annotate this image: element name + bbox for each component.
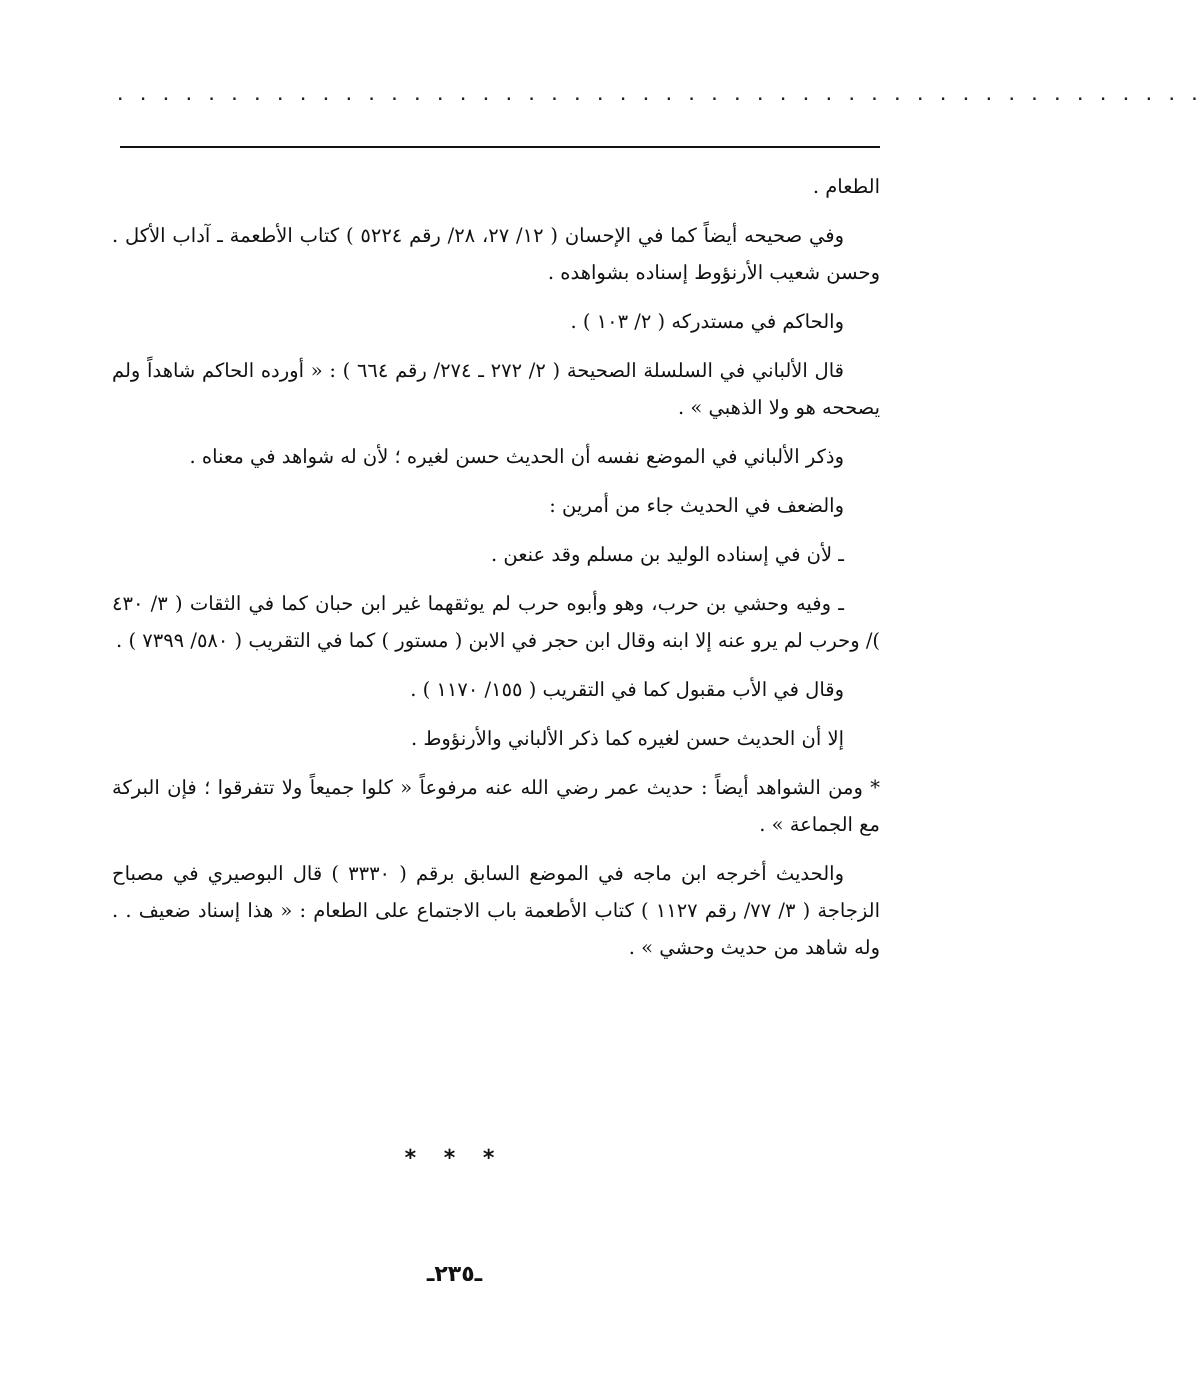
header-rule (120, 146, 880, 148)
paragraph-6: ـ لأن في إسناده الوليد بن مسلم وقد عنعن . (491, 543, 844, 566)
paragraph-5: والضعف في الحديث جاء من أمرين : (549, 494, 844, 517)
paragraph-8: وقال في الأب مقبول كما في التقريب ( ١٥٥/ ١١٧٠ ) . (410, 678, 844, 701)
paragraph-10: * ومن الشواهد أيضاً : حديث عمر رضي الله عنه مرفوعاً « كلوا جميعاً ولا تتفرقوا ؛ فإن البركة مع الجماعة » . (112, 776, 880, 836)
header-dotted-line: . . . . . . . . . . . . . . . . . . . . . . . . . . . . . . . . . . . . . . . . . . . . . . . . (116, 88, 1202, 104)
paragraph-0: الطعام . (812, 175, 880, 198)
paragraph-11: والحديث أخرجه ابن ماجه في الموضع السابق برقم ( ٣٣٣٠ ) قال البوصيري في مصباح الزجاجة ( ٣/ ٧٧/ رقم ١١٢٧ ) كتاب الأطعمة باب الاجتماع على الطعام : « هذا إسناد ضعيف . . وله شاهد من حديث وحشي » . (112, 862, 880, 959)
section-divider: * * * (404, 1146, 505, 1171)
paragraph-4: وذكر الألباني في الموضع نفسه أن الحديث حسن لغيره ؛ لأن له شواهد في معناه . (189, 445, 844, 468)
paragraph-1: وفي صحيحه أيضاً كما في الإحسان ( ١٢/ ٢٧، ٢٨/ رقم ٥٢٢٤ ) كتاب الأطعمة ـ آداب الأكل . وحسن شعيب الأرنؤوط إسناده بشواهده . (112, 224, 880, 284)
paragraph-2: والحاكم في مستدركه ( ٢/ ١٠٣ ) . (570, 310, 844, 333)
paragraph-9: إلا أن الحديث حسن لغيره كما ذكر الألباني والأرنؤوط . (410, 727, 844, 750)
paragraph-7: ـ وفيه وحشي بن حرب، وهو وأبوه حرب لم يوثقهما غير ابن حبان كما في الثقات ( ٣/ ٤٣٠ )/ وحرب لم يرو عنه إلا ابنه وقال ابن حجر في الابن ( مستور ) كما في التقريب ( ٥٨٠/ ٧٣٩٩ ) . (112, 592, 880, 652)
paragraph-3: قال الألباني في السلسلة الصحيحة ( ٢/ ٢٧٢ ـ ٢٧٤/ رقم ٦٦٤ ) : « أورده الحاكم شاهداً ولم يصححه هو ولا الذهبي » . (112, 359, 880, 419)
page-number: ـ٢٣٥ـ (426, 1262, 483, 1287)
body-text (112, 168, 880, 978)
